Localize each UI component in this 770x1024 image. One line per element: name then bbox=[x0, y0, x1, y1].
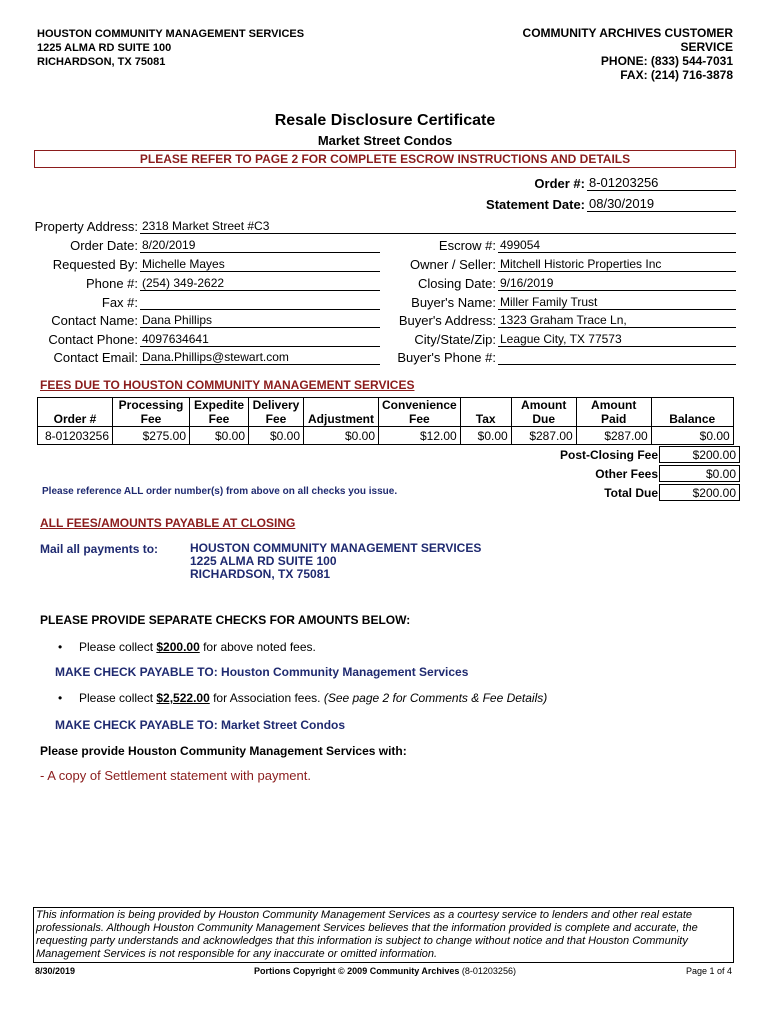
total-due-value: $200.00 bbox=[659, 484, 740, 501]
closing-date-value: 9/16/2019 bbox=[498, 275, 736, 291]
phone-value: (254) 349-2622 bbox=[140, 275, 380, 291]
escrow-value: 499054 bbox=[498, 237, 736, 253]
fax-label: Fax #: bbox=[101, 295, 138, 310]
cell-balance: $0.00 bbox=[651, 427, 733, 445]
column-header-tax: Tax bbox=[460, 398, 511, 427]
city-state-zip-value: League City, TX 77573 bbox=[498, 331, 736, 347]
escrow-instructions-banner: PLEASE REFER TO PAGE 2 FOR COMPLETE ESCROW INSTRUCTIONS AND DETAILS bbox=[34, 150, 736, 168]
page-title: Resale Disclosure Certificate bbox=[274, 112, 496, 129]
column-header-amount-due: Amount Due bbox=[511, 398, 576, 427]
requested-by-value: Michelle Mayes bbox=[140, 256, 380, 272]
cell-order-number: 8-01203256 bbox=[38, 427, 113, 445]
footer-date: 8/30/2019 bbox=[35, 966, 76, 976]
company-address-line2: RICHARDSON, TX 75081 bbox=[37, 56, 166, 68]
cell-delivery-fee: $0.00 bbox=[249, 427, 304, 445]
column-header-order: Order # bbox=[38, 398, 113, 427]
customer-service-line2: SERVICE bbox=[680, 40, 733, 54]
buyers-address-value: 1323 Graham Trace Ln, bbox=[498, 312, 736, 328]
contact-email-label: Contact Email: bbox=[53, 350, 138, 365]
buyers-phone-value bbox=[498, 349, 736, 365]
footer-page-number: Page 1 of 4 bbox=[685, 966, 732, 976]
cell-convenience-fee: $12.00 bbox=[379, 427, 461, 445]
owner-seller-value: Mitchell Historic Properties Inc bbox=[498, 256, 736, 272]
contact-name-value: Dana Phillips bbox=[140, 312, 380, 328]
mail-address-line3: RICHARDSON, TX 75081 bbox=[190, 567, 331, 581]
order-date-value: 8/20/2019 bbox=[140, 237, 380, 253]
provide-with-heading: Please provide Houston Community Management Services with: bbox=[40, 744, 407, 758]
customer-service-fax: FAX: (214) 716-3878 bbox=[620, 68, 733, 82]
owner-seller-label: Owner / Seller: bbox=[410, 257, 496, 272]
statement-date-value: 08/30/2019 bbox=[587, 196, 736, 212]
collect-fees-line: Please collect $200.00 for above noted fees. bbox=[79, 640, 316, 654]
mail-address-block bbox=[190, 542, 481, 581]
contact-email-value: Dana.Phillips@stewart.com bbox=[140, 349, 380, 365]
footer-copyright: Portions Copyright © 2009 Community Archives (8-01203256) bbox=[254, 966, 516, 976]
total-due-label: Total Due bbox=[604, 486, 658, 500]
bullet-icon: • bbox=[58, 691, 63, 705]
column-header-balance: Balance bbox=[651, 398, 733, 427]
company-address-line1: 1225 ALMA RD SUITE 100 bbox=[37, 42, 172, 54]
column-header-amount-paid: Amount Paid bbox=[576, 398, 651, 427]
cell-adjustment: $0.00 bbox=[304, 427, 379, 445]
cell-expedite-fee: $0.00 bbox=[190, 427, 249, 445]
mail-address-line1: HOUSTON COMMUNITY MANAGEMENT SERVICES bbox=[190, 541, 482, 555]
payable-at-closing-heading: ALL FEES/AMOUNTS PAYABLE AT CLOSING bbox=[40, 516, 296, 530]
reference-note: Please reference ALL order number(s) from above on all checks you issue. bbox=[42, 486, 398, 497]
column-header-delivery-fee: Delivery Fee bbox=[249, 398, 304, 427]
payable-to-association: MAKE CHECK PAYABLE TO: Market Street Condos bbox=[55, 718, 346, 732]
cell-processing-fee: $275.00 bbox=[113, 427, 190, 445]
cell-tax: $0.00 bbox=[460, 427, 511, 445]
cell-amount-paid: $287.00 bbox=[576, 427, 651, 445]
customer-service-block bbox=[523, 26, 733, 82]
disclaimer-box: This information is being provided by Houston Community Management Services as a courtesy service to lenders and other real estate professionals. Although Houston Community Management Services believes that the information provided is complete and accurate, the requesting party understands and acknowledges that this information is subject to change without notice and that Houston Community Management Services is not responsible for any inaccurate or omitted information. bbox=[33, 907, 734, 963]
customer-service-line1: COMMUNITY ARCHIVES CUSTOMER bbox=[522, 26, 733, 40]
requested-by-label: Requested By: bbox=[52, 257, 138, 272]
collect-association-fees-line: Please collect $2,522.00 for Association fees. (See page 2 for Comments & Fee Details) bbox=[79, 691, 548, 705]
column-header-expedite-fee: Expedite Fee bbox=[190, 398, 249, 427]
buyers-name-value: Miller Family Trust bbox=[498, 294, 736, 310]
phone-label: Phone #: bbox=[85, 276, 138, 291]
mail-payments-label: Mail all payments to: bbox=[40, 542, 159, 556]
city-state-zip-label: City/State/Zip: bbox=[414, 332, 496, 347]
other-fees-value: $0.00 bbox=[659, 465, 740, 482]
association-fees-amount: $2,522.00 bbox=[156, 691, 210, 705]
order-number-label: Order #: bbox=[534, 176, 585, 191]
property-address-value: 2318 Market Street #C3 bbox=[140, 218, 736, 234]
company-address-block bbox=[37, 27, 304, 69]
closing-date-label: Closing Date: bbox=[417, 276, 496, 291]
buyers-phone-label: Buyer's Phone #: bbox=[397, 350, 496, 365]
post-closing-fee-label: Post-Closing Fee bbox=[559, 448, 658, 462]
buyers-address-label: Buyer's Address: bbox=[398, 313, 496, 328]
payable-to-hcms: MAKE CHECK PAYABLE TO: Houston Community Management Services bbox=[55, 665, 469, 679]
company-name: HOUSTON COMMUNITY MANAGEMENT SERVICES bbox=[37, 28, 305, 40]
contact-phone-value: 4097634641 bbox=[140, 331, 380, 347]
fax-value bbox=[140, 294, 380, 310]
table-row bbox=[38, 427, 734, 445]
settlement-statement-note: - A copy of Settlement statement with payment. bbox=[40, 768, 311, 783]
customer-service-phone: PHONE: (833) 544-7031 bbox=[600, 54, 733, 68]
mail-address-line2: 1225 ALMA RD SUITE 100 bbox=[190, 554, 337, 568]
fees-table-header-row bbox=[38, 398, 734, 427]
bullet-icon: • bbox=[58, 640, 63, 654]
contact-phone-label: Contact Phone: bbox=[48, 332, 138, 347]
fees-table bbox=[37, 397, 734, 445]
contact-name-label: Contact Name: bbox=[51, 313, 138, 328]
column-header-adjustment: Adjustment bbox=[304, 398, 379, 427]
other-fees-label: Other Fees bbox=[595, 467, 658, 481]
cell-amount-due: $287.00 bbox=[511, 427, 576, 445]
statement-date-label: Statement Date: bbox=[486, 197, 585, 212]
property-address-label: Property Address: bbox=[34, 219, 138, 234]
page-subtitle: Market Street Condos bbox=[317, 133, 453, 148]
separate-checks-heading: PLEASE PROVIDE SEPARATE CHECKS FOR AMOUNTS BELOW: bbox=[40, 613, 411, 627]
escrow-label: Escrow #: bbox=[438, 238, 496, 253]
fees-heading: FEES DUE TO HOUSTON COMMUNITY MANAGEMENT SERVICES bbox=[40, 378, 415, 392]
column-header-processing-fee: Processing Fee bbox=[113, 398, 190, 427]
column-header-convenience-fee: Convenience Fee bbox=[379, 398, 461, 427]
collect-fees-amount: $200.00 bbox=[156, 640, 200, 654]
buyers-name-label: Buyer's Name: bbox=[411, 295, 496, 310]
post-closing-fee-value: $200.00 bbox=[659, 446, 740, 463]
order-number-value: 8-01203256 bbox=[587, 175, 736, 191]
order-date-label: Order Date: bbox=[70, 238, 138, 253]
